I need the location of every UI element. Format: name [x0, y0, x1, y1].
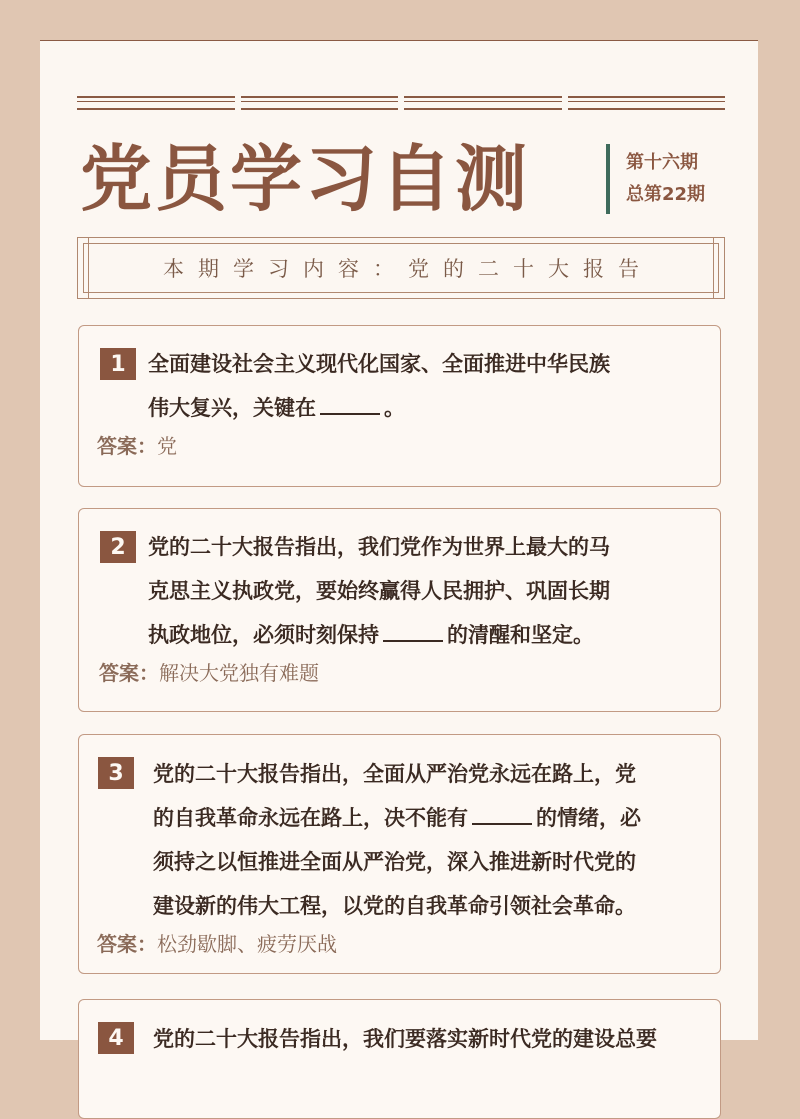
- rule-segment: [404, 96, 562, 110]
- answer-label: 答案：: [97, 932, 157, 956]
- answer-label: 答案：: [97, 434, 157, 458]
- fill-blank: [383, 622, 443, 642]
- rule-segment: [77, 96, 235, 110]
- answer: [97, 929, 337, 959]
- page-title: 党员学习自测: [80, 137, 531, 221]
- rule-segment: [568, 96, 726, 110]
- question-text: 全面建设社会主义现代化国家、全面推进中华民族 伟大复兴，关键在 。: [148, 351, 610, 420]
- question-number-badge: 2: [100, 531, 136, 563]
- question-text: 党的二十大报告指出，全面从严治党永远在路上，党 的自我革命永远在路上，决不能有 的情绪，必 须持之以恒推进全面从严治党，深入推进新时代党的 建设新的伟大工程，以党的自我革命引领社会革命。: [153, 761, 641, 918]
- answer-text: 解决大党独有难题: [159, 661, 319, 685]
- study-content-label: 本期学习内容：党的二十大报告: [163, 257, 653, 281]
- question-number-badge: 4: [98, 1022, 134, 1054]
- question-card-1: [78, 325, 721, 487]
- issue-number: [626, 147, 705, 211]
- question-text: 党的二十大报告指出，我们党作为世界上最大的马 克思主义执政党，要始终赢得人民拥护、巩固长期 执政地位，必须时刻保持 的清醒和坚定。: [148, 534, 610, 647]
- issue-current: 第十六期: [626, 152, 698, 173]
- question-card-3: [78, 734, 721, 974]
- question-number-badge: 1: [100, 348, 136, 380]
- question-number-badge: 3: [98, 757, 134, 789]
- fill-blank: [472, 805, 532, 825]
- title-divider: [606, 144, 610, 214]
- issue-total: 总第22期: [626, 184, 706, 205]
- paper-sheet: [40, 40, 758, 1051]
- answer: [99, 658, 319, 688]
- top-decorative-rule: [77, 96, 725, 110]
- answer-text: 松劲歇脚、疲劳厌战: [157, 932, 337, 956]
- question-text: 党的二十大报告指出，我们要落实新时代党的建设总要: [153, 1026, 657, 1051]
- rule-segment: [241, 96, 399, 110]
- answer-text: 党: [157, 434, 177, 458]
- question-card-2: [78, 508, 721, 712]
- answer-label: 答案：: [99, 661, 159, 685]
- fill-blank: [320, 395, 380, 415]
- subtitle-box: [77, 237, 725, 299]
- answer: [97, 431, 177, 461]
- question-card-4: [78, 999, 721, 1119]
